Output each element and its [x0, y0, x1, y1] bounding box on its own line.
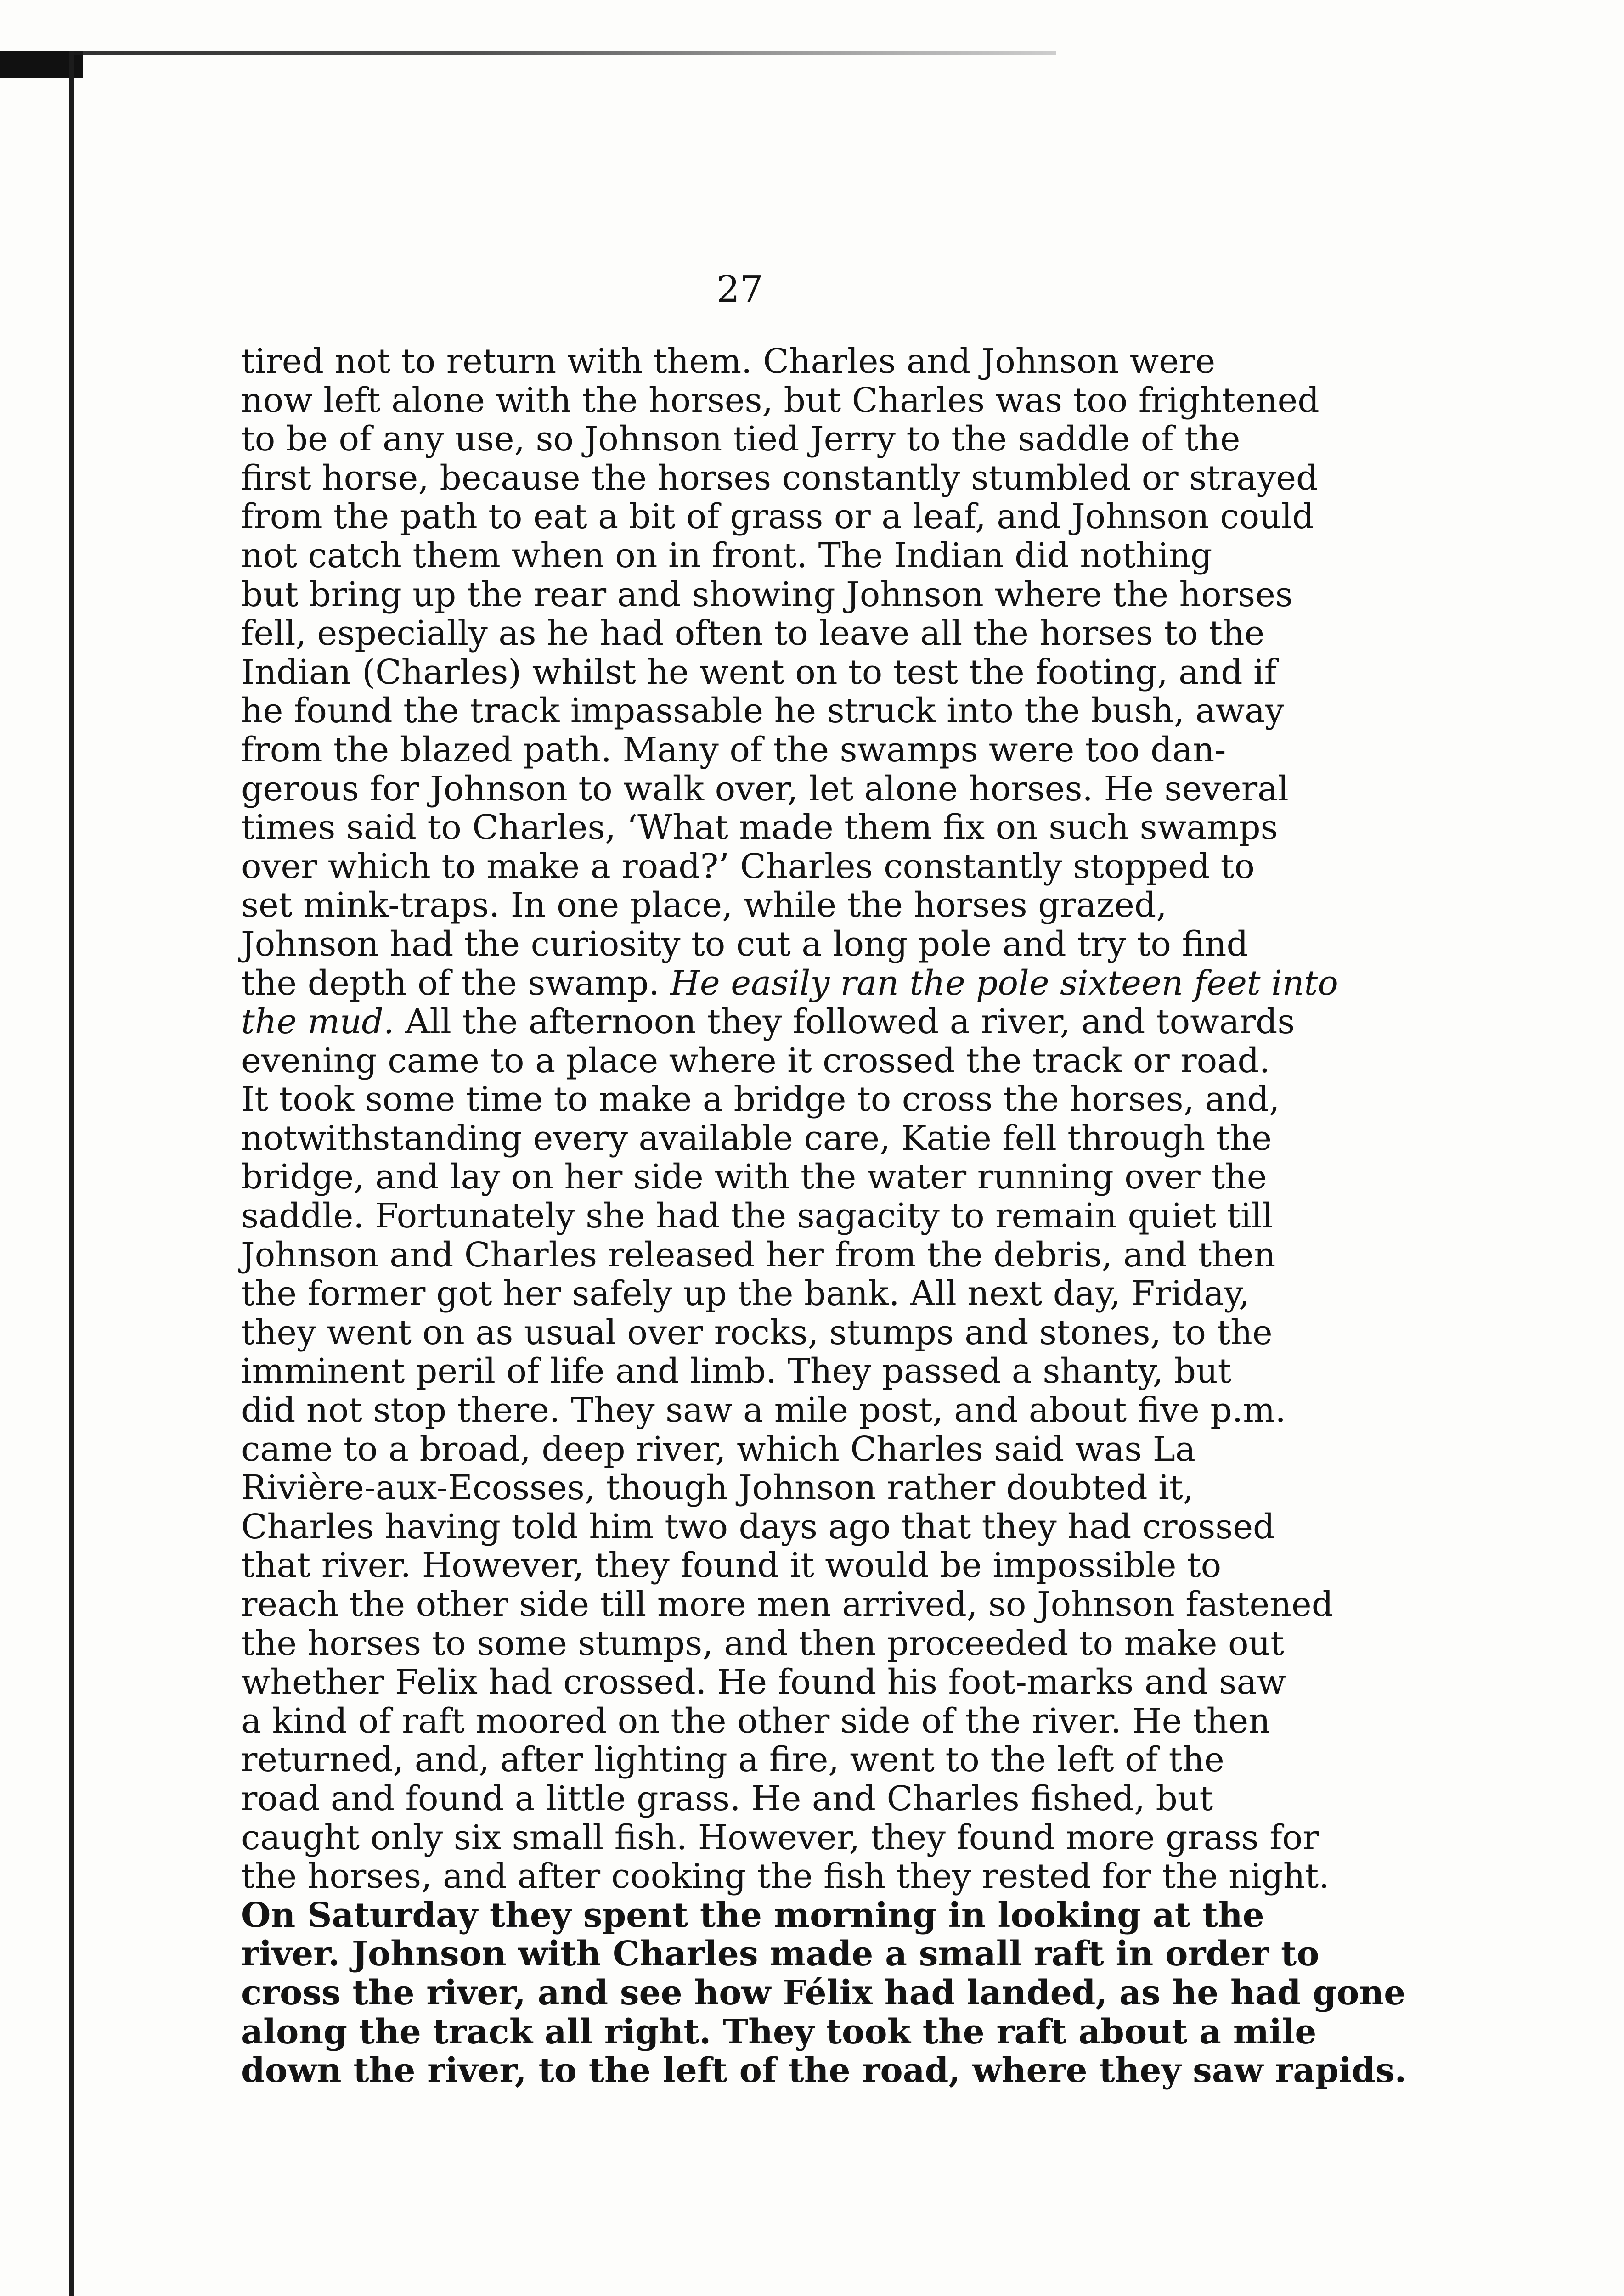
line-text: along the track all right. They took the raft about a mile	[241, 2012, 1317, 2052]
line-text: Indian (Charles) whilst he went on to test the footing, and if	[241, 652, 1277, 692]
text-line	[241, 2012, 1317, 2052]
text-line	[241, 1313, 1307, 1352]
line-text: Charles having told him two days ago that they had crossed	[241, 1507, 1275, 1547]
text-line	[241, 614, 1307, 653]
line-text: tired not to return with them. Charles and Johnson were	[241, 342, 1216, 381]
line-text: now left alone with the horses, but Charles was too frightened	[241, 380, 1320, 420]
line-text: from the blazed path. Many of the swamps were too dan-	[241, 730, 1226, 770]
text-line	[241, 847, 1307, 886]
text-line	[241, 808, 1307, 847]
line-text: reach the other side till more men arrived, so Johnson fastened	[241, 1585, 1334, 1624]
text-line	[241, 1896, 1307, 1935]
text-line	[241, 380, 1320, 420]
text-line	[241, 575, 1307, 614]
line-text: he found the track impassable he struck into the bush, away	[241, 691, 1285, 731]
text-line	[241, 1779, 1307, 1818]
line-text: road and found a little grass. He and Charles fished, but	[241, 1778, 1213, 1818]
line-text: Johnson and Charles released her from the debris, and then	[241, 1235, 1276, 1275]
text-line	[241, 1624, 1307, 1663]
text-line	[241, 1585, 1334, 1624]
line-text: the former got her safely up the bank. All next day, Friday,	[241, 1274, 1250, 1314]
line-text: first horse, because the horses constantly stumbled or strayed	[241, 458, 1318, 498]
line-text: the horses to some stumps, and then proceeded to make out	[241, 1623, 1284, 1663]
line-text: to be of any use, so Johnson tied Jerry to the saddle of the	[241, 419, 1241, 459]
text-line	[241, 886, 1307, 925]
text-line	[241, 1391, 1307, 1430]
text-line	[241, 1197, 1307, 1236]
italic-span: the mud.	[241, 1002, 395, 1042]
line-text: that river. However, they found it would be impossible to	[241, 1546, 1222, 1586]
line-text: fell, especially as he had often to leave all the horses to the	[241, 613, 1265, 653]
top-border-rule	[69, 51, 1056, 55]
text-line	[241, 1818, 1319, 1857]
line-text: On Saturday they spent the morning in looking at the	[241, 1895, 1264, 1935]
text-line	[241, 925, 1307, 964]
page-number: 27	[716, 268, 763, 310]
text-line	[241, 1469, 1307, 1508]
line-text: Rivière-aux-Ecosses, though Johnson rather doubted it,	[241, 1468, 1194, 1508]
line-text: gerous for Johnson to walk over, let alone horses. He several	[241, 769, 1289, 809]
text-line	[241, 1158, 1307, 1197]
line-text: over which to make a road?’ Charles constantly stopped to	[241, 846, 1255, 886]
line-text: bridge, and lay on her side with the water running over the	[241, 1157, 1267, 1197]
line-text: from the path to eat a bit of grass or a leaf, and Johnson could	[241, 497, 1314, 537]
text-line	[241, 1041, 1307, 1080]
line-text: All the afternoon they followed a river, and towards	[394, 1002, 1295, 1042]
text-line	[241, 342, 1307, 381]
text-line	[241, 497, 1314, 537]
line-text: imminent peril of life and limb. They passed a shanty, but	[241, 1351, 1232, 1391]
italic-span: He easily ran the pole sixteen feet into	[670, 963, 1338, 1003]
text-line	[241, 1973, 1406, 2013]
line-text: the depth of the swamp.	[241, 963, 660, 1003]
line-text: caught only six small fish. However, they found more grass for	[241, 1818, 1319, 1857]
text-line	[241, 1430, 1307, 1469]
text-line	[241, 1080, 1307, 1119]
line-text: river. Johnson with Charles made a small raft in order to	[241, 1934, 1320, 1974]
text-line	[241, 1119, 1307, 1158]
text-line	[241, 1702, 1307, 1741]
line-text: whether Felix had crossed. He found his foot-marks and saw	[241, 1662, 1286, 1702]
text-line	[241, 731, 1307, 770]
text-line	[241, 420, 1307, 459]
line-text: came to a broad, deep river, which Charles said was La	[241, 1429, 1195, 1469]
line-text: they went on as usual over rocks, stumps and stones, to the	[241, 1312, 1273, 1352]
text-line	[241, 1274, 1307, 1313]
text-line	[241, 1740, 1307, 1779]
line-text: It took some time to make a bridge to cross the horses, and,	[241, 1080, 1280, 1120]
text-line	[241, 1352, 1307, 1391]
text-line	[241, 536, 1307, 575]
line-text: down the river, to the left of the road, where they saw rapids.	[241, 2051, 1407, 2091]
text-line	[241, 1546, 1307, 1585]
line-text: Johnson had the curiosity to cut a long pole and try to find	[241, 924, 1248, 964]
text-line	[241, 2051, 1407, 2091]
text-line	[241, 1002, 1307, 1041]
line-text: set mink-traps. In one place, while the horses grazed,	[241, 885, 1167, 925]
text-line	[241, 1508, 1307, 1547]
line-text: times said to Charles, ‘What made them fix on such swamps	[241, 808, 1278, 848]
line-text: not catch them when on in front. The Indian did nothing	[241, 535, 1212, 575]
text-line	[241, 963, 1338, 1003]
text-line	[241, 1857, 1330, 1896]
text-line	[241, 458, 1318, 498]
text-line	[241, 1236, 1307, 1275]
text-line	[241, 1663, 1307, 1702]
line-text: cross the river, and see how Félix had landed, as he had gone	[241, 1973, 1406, 2013]
body-text	[241, 342, 1407, 2091]
line-text: evening came to a place where it crossed the track or road.	[241, 1041, 1270, 1080]
line-text: a kind of raft moored on the other side of the river. He then	[241, 1701, 1270, 1741]
text-line	[241, 692, 1307, 731]
line-text: but bring up the rear and showing Johnson where the horses	[241, 574, 1293, 614]
line-text: notwithstanding every available care, Katie fell through the	[241, 1118, 1272, 1158]
line-text: returned, and, after lighting a fire, went to the left of the	[241, 1740, 1224, 1780]
text-line	[241, 770, 1307, 809]
left-border-rule	[69, 51, 74, 2296]
text-line	[241, 1934, 1320, 1974]
line-text: saddle. Fortunately she had the sagacity to remain quiet till	[241, 1196, 1273, 1236]
line-text: the horses, and after cooking the fish they rested for the night.	[241, 1857, 1330, 1896]
line-text: did not stop there. They saw a mile post, and about five p.m.	[241, 1390, 1286, 1430]
text-line	[241, 653, 1307, 692]
